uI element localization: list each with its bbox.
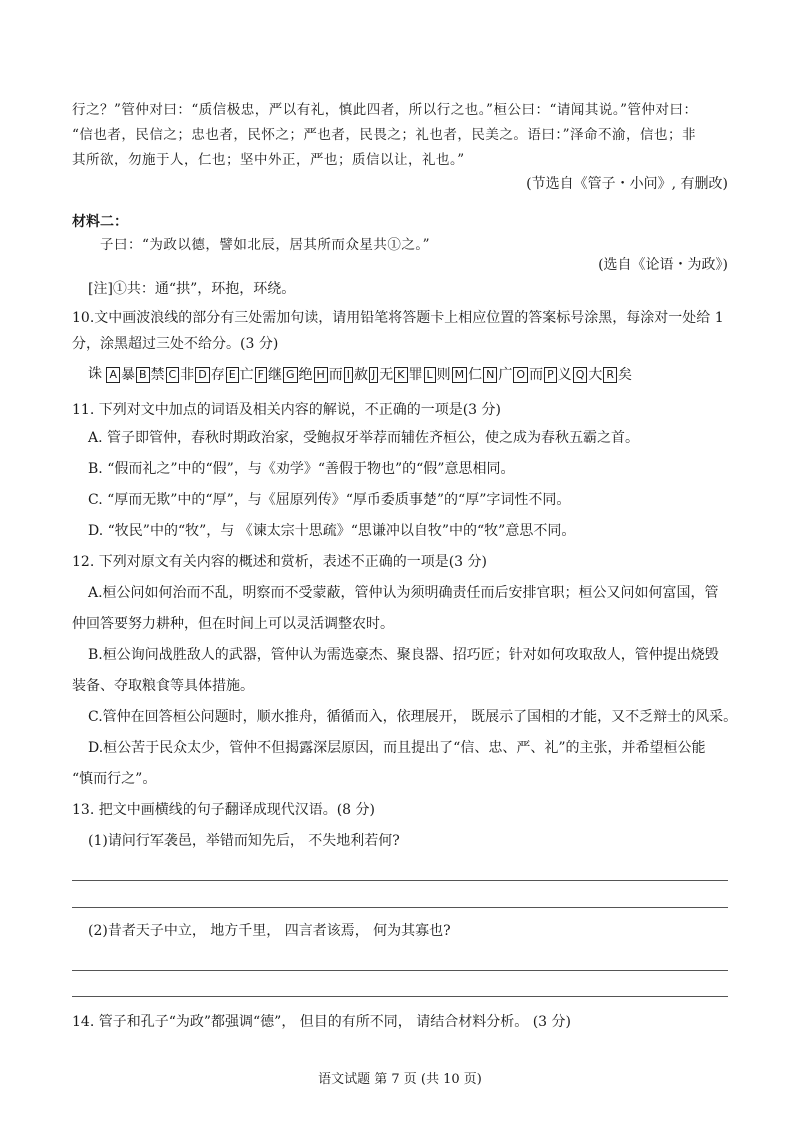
q10-option-g[interactable] [283, 365, 313, 385]
q10-option-char: 非 [180, 367, 195, 383]
q10-option-char: 仁 [468, 367, 483, 383]
q10-option-letter: B [136, 367, 150, 383]
passage2-heading: 材料二： [72, 214, 128, 230]
q10-option-q[interactable] [573, 365, 603, 385]
q10-option-char: 亡 [239, 367, 254, 383]
passage1-line-1: 行之？”管仲对曰：“质信极忠，严以有礼，慎此四者，所以行之也。”桓公曰：“请闻其说。”管仲对曰： [72, 102, 698, 118]
q10-option-letter: Q [573, 367, 588, 383]
q10-option-p[interactable] [544, 365, 572, 385]
q10-option-letter: R [603, 367, 617, 383]
q10-option-letter: A [106, 367, 120, 383]
q10-option-char: 而 [529, 367, 544, 383]
q10-option-letter: P [544, 367, 557, 383]
q10-option-char: 而 [328, 367, 343, 383]
q10-option-char: 罪 [408, 367, 423, 383]
q11-option-a: A. 管子即管仲，春秋时期政治家，受鲍叔牙举荐而辅佐齐桓公，使之成为春秋五霸之首。 [88, 430, 640, 446]
q10-option-char: 继 [267, 367, 282, 383]
q10-option-n[interactable] [483, 365, 512, 385]
q10-line-2: 分，涂黑超过三处不给分。(3 分) [72, 336, 279, 352]
q10-option-b[interactable] [136, 365, 165, 385]
q10-option-i[interactable] [344, 365, 368, 385]
q13-sentence-1: (1)请问行军袭邑，举错而知先后， 不失地利若何? [88, 833, 400, 849]
q10-option-char: 暴 [120, 367, 135, 383]
q10-option-d[interactable] [195, 365, 224, 385]
q10-option-j[interactable] [369, 365, 393, 385]
q10-option-c[interactable] [166, 365, 195, 385]
q11-option-d: D. “牧民”中的“牧”，与 《谏太宗十思疏》“思谦冲以自牧”中的“牧”意思不同。 [88, 523, 576, 539]
q10-option-char: 存 [210, 367, 225, 383]
q10-option-letter: O [513, 367, 528, 383]
q10-option-char: 赦 [354, 367, 369, 383]
q13-answer-line-2[interactable] [72, 907, 728, 908]
q12-option-b-line-2: 装备、夺取粮食等具体措施。 [72, 678, 254, 694]
q10-option-letter: C [166, 367, 180, 383]
q11-stem: 11. 下列对文中加点的词语及相关内容的解说，不正确的一项是(3 分) [72, 402, 501, 418]
q10-option-letter: I [344, 367, 353, 383]
q10-option-a[interactable] [106, 365, 135, 385]
q10-option-char: 无 [379, 367, 394, 383]
q10-option-m[interactable] [452, 365, 483, 385]
q13-answer-line-3[interactable] [72, 970, 728, 971]
q10-option-letter: F [255, 367, 267, 383]
q13-sentence-2: (2)昔者天子中立， 地方千里， 四言者该焉， 何为其寡也? [88, 923, 451, 939]
q11-option-c: C. “厚而无欺”中的“厚”，与《屈原列传》“厚币委质事楚”的“厚”字词性不同。 [88, 492, 571, 508]
passage1-line-2: “信也者，民信之；忠也者，民怀之；严也者，民畏之；礼也者，民美之。语曰：”泽命不渝，信也；非 [72, 127, 697, 143]
q12-stem: 12. 下列对原文有关内容的概述和赏析，表述不正确的一项是(3 分) [72, 554, 487, 570]
q10-option-char: 义 [557, 367, 572, 383]
q10-option-f[interactable] [255, 365, 282, 385]
q10-option-letter: L [424, 367, 436, 383]
q10-option-letter: J [369, 367, 378, 383]
q10-option-letter: E [226, 367, 239, 383]
q10-option-char: 大 [588, 367, 603, 383]
q10-option-char: 矣 [618, 367, 633, 383]
page-footer: 语文试题 第 7 页 (共 10 页) [318, 1072, 482, 1087]
q10-options [88, 364, 633, 385]
q12-option-b-line-1: B.桓公询问战胜敌人的武器，管仲认为需选豪杰、聚良器、招巧匠；针对如何攻取敌人，管仲提出烧毁 [88, 647, 719, 663]
q10-option-r[interactable] [603, 365, 632, 385]
q10-line-1: 10.文中画波浪线的部分有三处需加句读，请用铅笔将答题卡上相应位置的答案标号涂黑，每涂对一处给 1 [72, 310, 724, 326]
passage1-source: (节选自《管子・小问》, 有删改) [526, 176, 728, 192]
q10-option-char: 绝 [298, 367, 313, 383]
passage2-quote: 子曰：“为政以德，譬如北辰，居其所而众星共①之。” [100, 237, 431, 253]
q10-option-char: 禁 [150, 367, 165, 383]
q10-option-l[interactable] [424, 365, 451, 385]
q10-option-letter: K [394, 367, 407, 383]
q10-option-letter: D [195, 367, 209, 383]
q12-option-a-line-1: A.桓公问如何治而不乱，明察而不受蒙蔽，管仲认为须明确责任而后安排官职；桓公又问如何富国，管 [88, 585, 719, 601]
q10-option-letter: H [314, 367, 328, 383]
q10-option-char: 则 [436, 367, 451, 383]
q10-option-letter: G [283, 367, 298, 383]
q13-stem: 13. 把文中画横线的句子翻译成现代汉语。(8 分) [72, 802, 375, 818]
q11-option-b: B. “假而礼之”中的“假”，与《劝学》“善假于物也”的“假”意思相同。 [88, 461, 515, 477]
passage1-line-3: 其所欲，勿施于人，仁也；坚中外正，严也；质信以让，礼也。” [72, 152, 465, 168]
q12-option-c: C.管仲在回答桓公问题时，顺水推舟，循循而入，依理展开， 既展示了国相的才能，又不乏辩士的风采。 [88, 709, 738, 725]
q10-option-e[interactable] [226, 365, 254, 385]
q10-option-o[interactable] [513, 365, 543, 385]
passage2-source: (选自《论语・为政》) [598, 257, 728, 273]
q13-answer-line-1[interactable] [72, 880, 728, 881]
passage2-note: [注]①共：通“拱”，环抱，环绕。 [88, 281, 296, 297]
q12-option-d-line-2: “慎而行之”。 [72, 771, 157, 787]
q13-answer-line-4[interactable] [72, 996, 728, 997]
q12-option-a-line-2: 仲回答要努力耕种，但在时间上可以灵活调整农时。 [72, 616, 394, 632]
q10-option-h[interactable] [314, 365, 343, 385]
q10-options-prefix: 诛 [88, 366, 102, 382]
q10-option-letter: M [452, 367, 468, 383]
q10-option-k[interactable] [394, 365, 422, 385]
q14-stem: 14. 管子和孔子“为政”都强调“德”， 但目的有所不同， 请结合材料分析。 (3 分) [72, 1014, 571, 1030]
q12-option-d-line-1: D.桓公苦于民众太少，管仲不但揭露深层原因，而且提出了“信、忠、严、礼”的主张，并希望桓公能 [88, 740, 706, 756]
q10-option-char: 广 [498, 367, 513, 383]
q10-option-letter: N [483, 367, 497, 383]
